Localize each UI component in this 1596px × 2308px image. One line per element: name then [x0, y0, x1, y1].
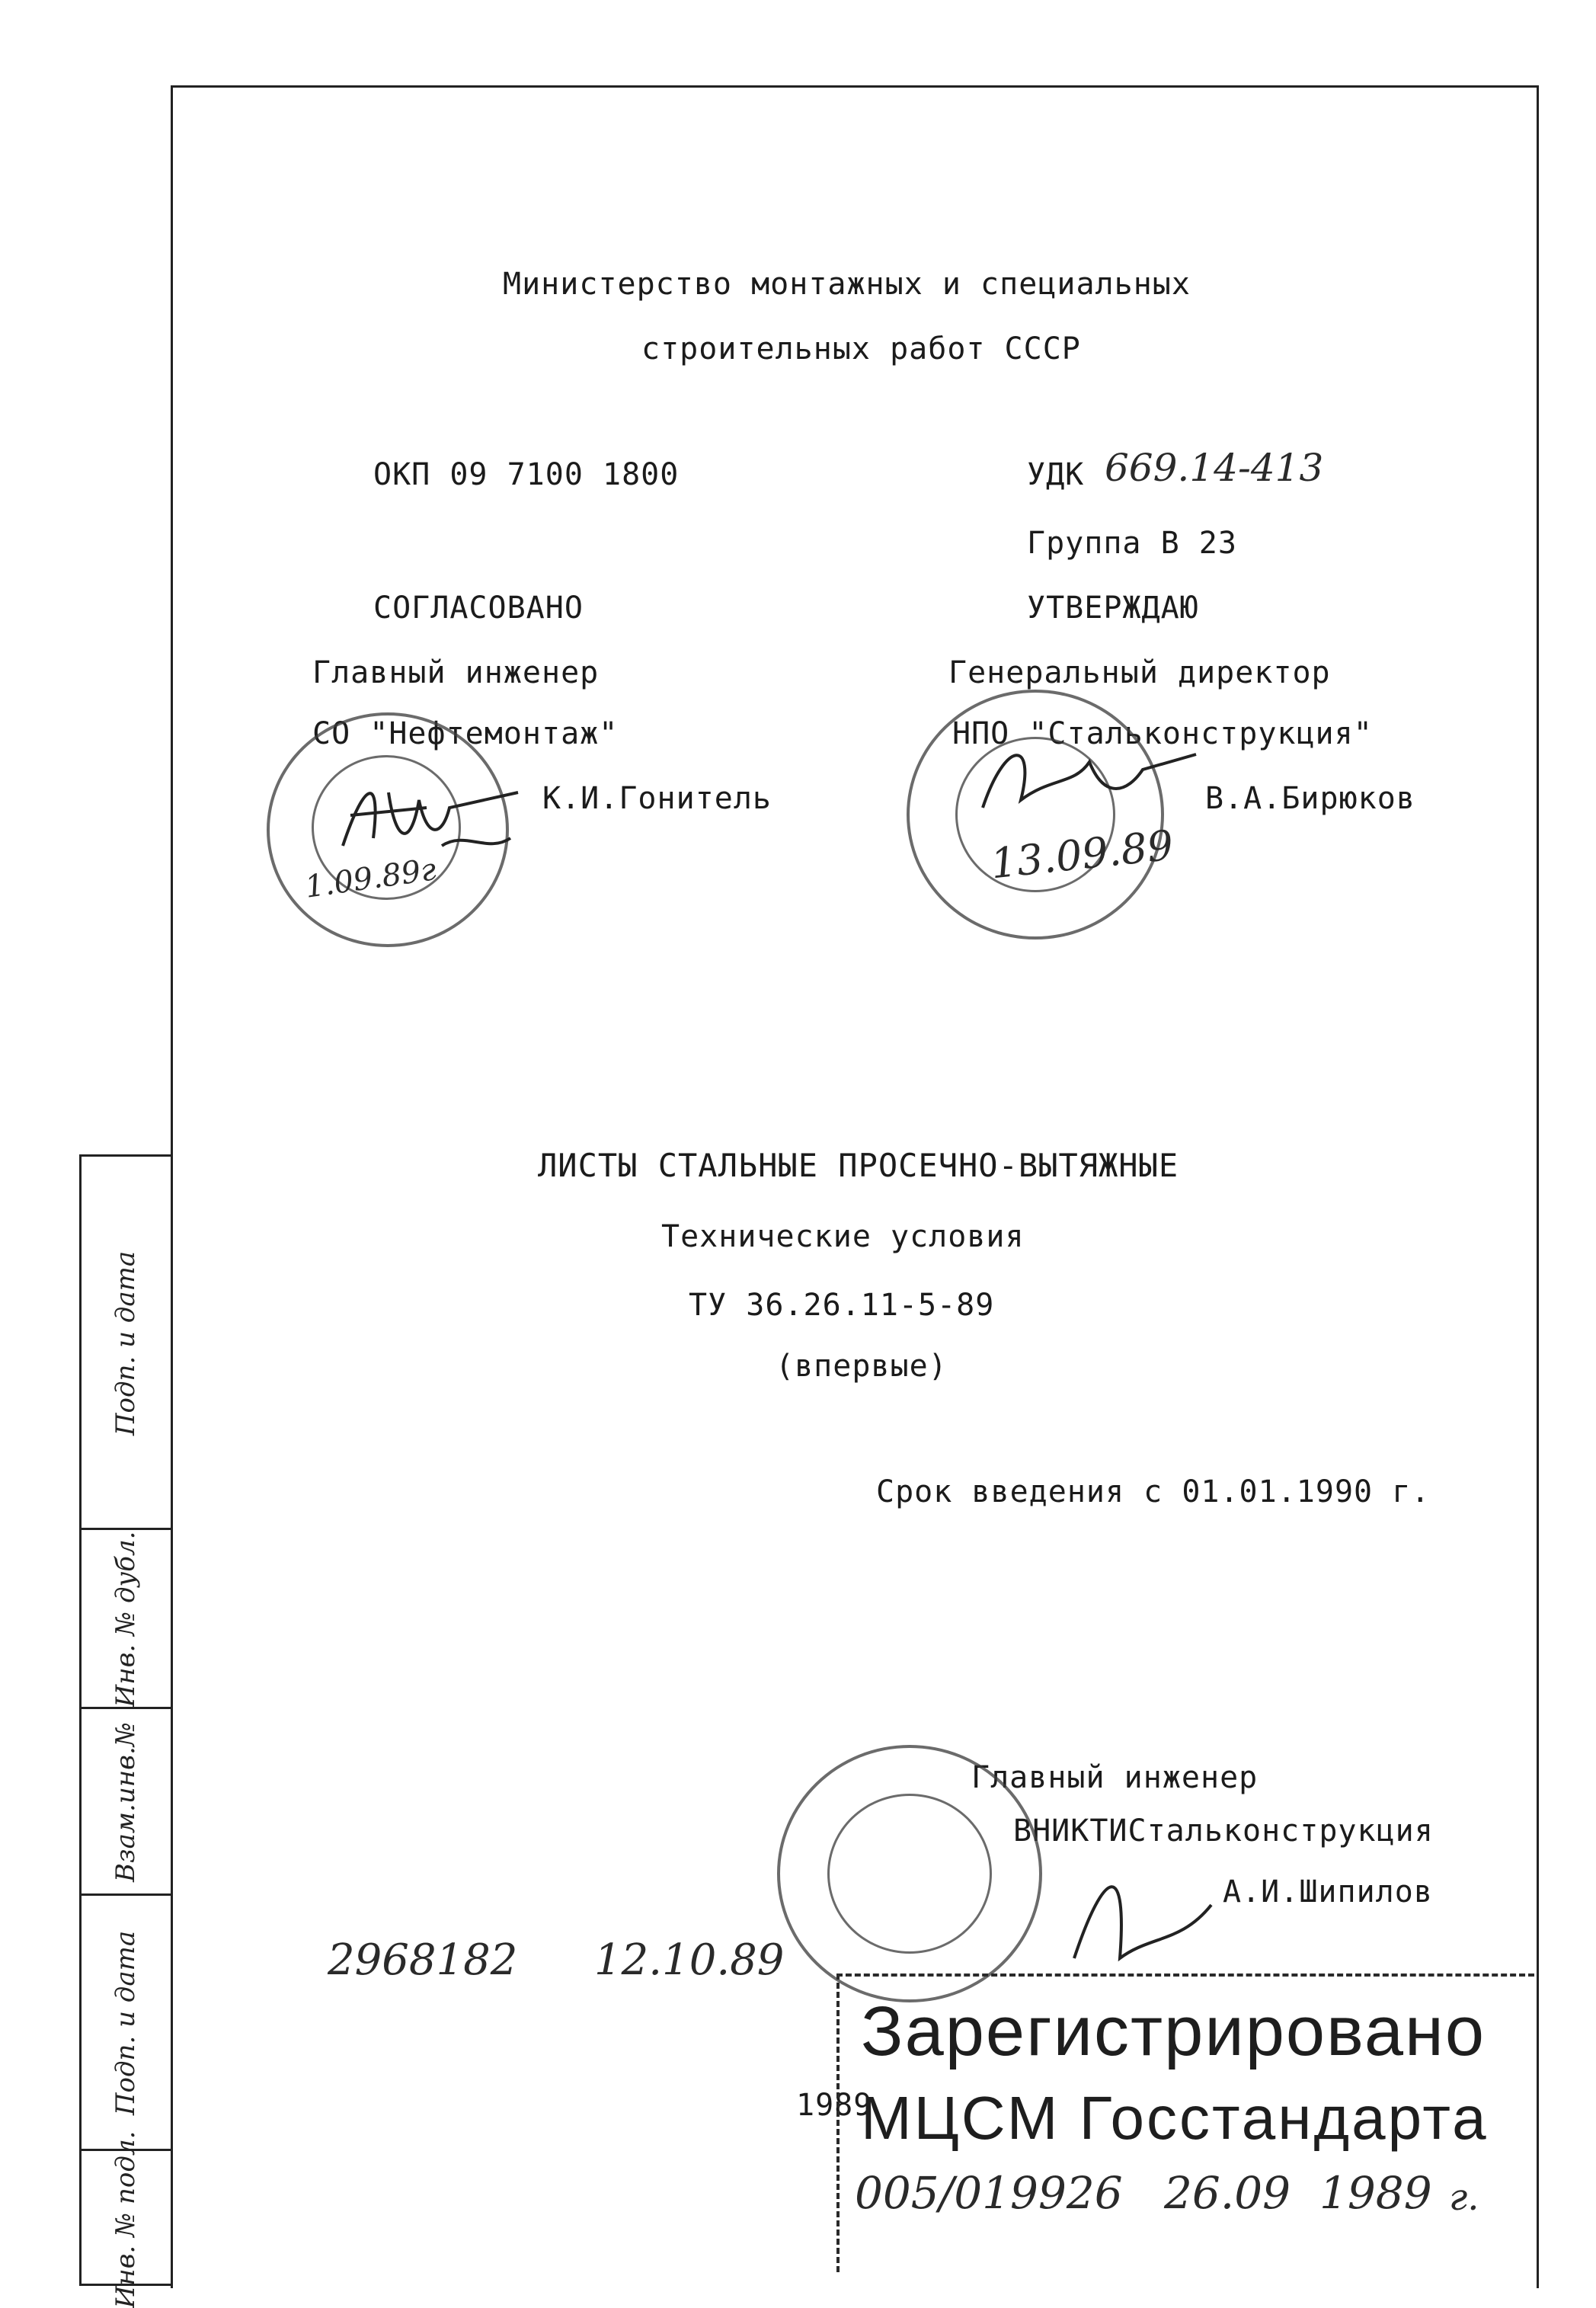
agreed-org: СО "Нефтемонтаж": [312, 716, 619, 751]
sidebar-cell-dup-inv: [82, 1530, 171, 1709]
document-title: ЛИСТЫ СТАЛЬНЫЕ ПРОСЕЧНО-ВЫТЯЖНЫЕ: [538, 1147, 1179, 1184]
udk-label: УДК: [1027, 457, 1085, 492]
reg-stamp-number: 005/019926: [855, 2167, 1123, 2219]
ministry-line-2: строительных работ СССР: [641, 331, 1081, 367]
udk-value: 669.14-413: [1105, 446, 1324, 490]
signature-right: [968, 731, 1211, 831]
reg-stamp-line2: МЦСМ Госстандарта: [861, 2084, 1489, 2152]
reg-stamp-year: 1989: [1319, 2167, 1432, 2219]
approved-position: Генеральный директор: [948, 655, 1331, 690]
margin-table: [79, 1154, 171, 2308]
sidebar-label: Подп. и дата: [110, 1250, 141, 1436]
bottom-position: Главный инженер: [971, 1760, 1259, 1795]
document-subtitle: Технические условия: [661, 1219, 1025, 1254]
approved-name: В.А.Бирюков: [1205, 781, 1415, 816]
sidebar-label: Инв. № дубл.: [110, 1531, 141, 1708]
agreed-heading: СОГЛАСОВАНО: [373, 591, 584, 626]
sidebar-label: Подп. и дата: [110, 1930, 141, 2116]
agreed-name: К.И.Гонитель: [542, 781, 772, 816]
document-note: (впервые): [776, 1349, 948, 1384]
registration-stamp: [836, 1973, 1534, 2272]
okp-code: ОКП 09 7100 1800: [373, 457, 680, 492]
approved-heading: УТВЕРЖДАЮ: [1027, 591, 1199, 626]
seal-stamp-bottom: [777, 1745, 1042, 2002]
handwritten-date: 12.10.89: [594, 1935, 785, 1985]
sidebar-cell-sign-date-2: [82, 1896, 171, 2151]
sidebar-label: Инв. № подл.: [110, 2130, 141, 2308]
bottom-org: ВНИКТИСтальконструкция: [1013, 1813, 1434, 1849]
group-code: Группа В 23: [1027, 526, 1237, 561]
sidebar-label: Взам.инв.№: [110, 1722, 141, 1882]
document-code: ТУ 36.26.11-5-89: [689, 1288, 995, 1323]
approved-date: 13.09.89: [988, 821, 1176, 888]
reg-stamp-suffix: г.: [1449, 2176, 1479, 2219]
agreed-position: Главный инженер: [312, 655, 600, 690]
effective-date: Срок введения с 01.01.1990 г.: [876, 1474, 1431, 1509]
year: 1989: [796, 2088, 873, 2123]
sidebar-cell-sign-date-1: [82, 1157, 171, 1530]
approved-org: НПО "Стальконструкция": [952, 716, 1373, 751]
agreed-date: 1.09.89г: [302, 852, 439, 905]
reg-stamp-line1: Зарегистрировано: [861, 1993, 1486, 2070]
sidebar-cell-replace-inv: [82, 1709, 171, 1896]
ministry-line-1: Министерство монтажных и специальных: [503, 267, 1191, 302]
bottom-name: А.И.Шипилов: [1223, 1874, 1433, 1909]
handwritten-number: 2968182: [328, 1935, 518, 1985]
reg-stamp-date: 26.09: [1164, 2167, 1291, 2219]
sidebar-cell-orig-inv: [82, 2130, 171, 2308]
